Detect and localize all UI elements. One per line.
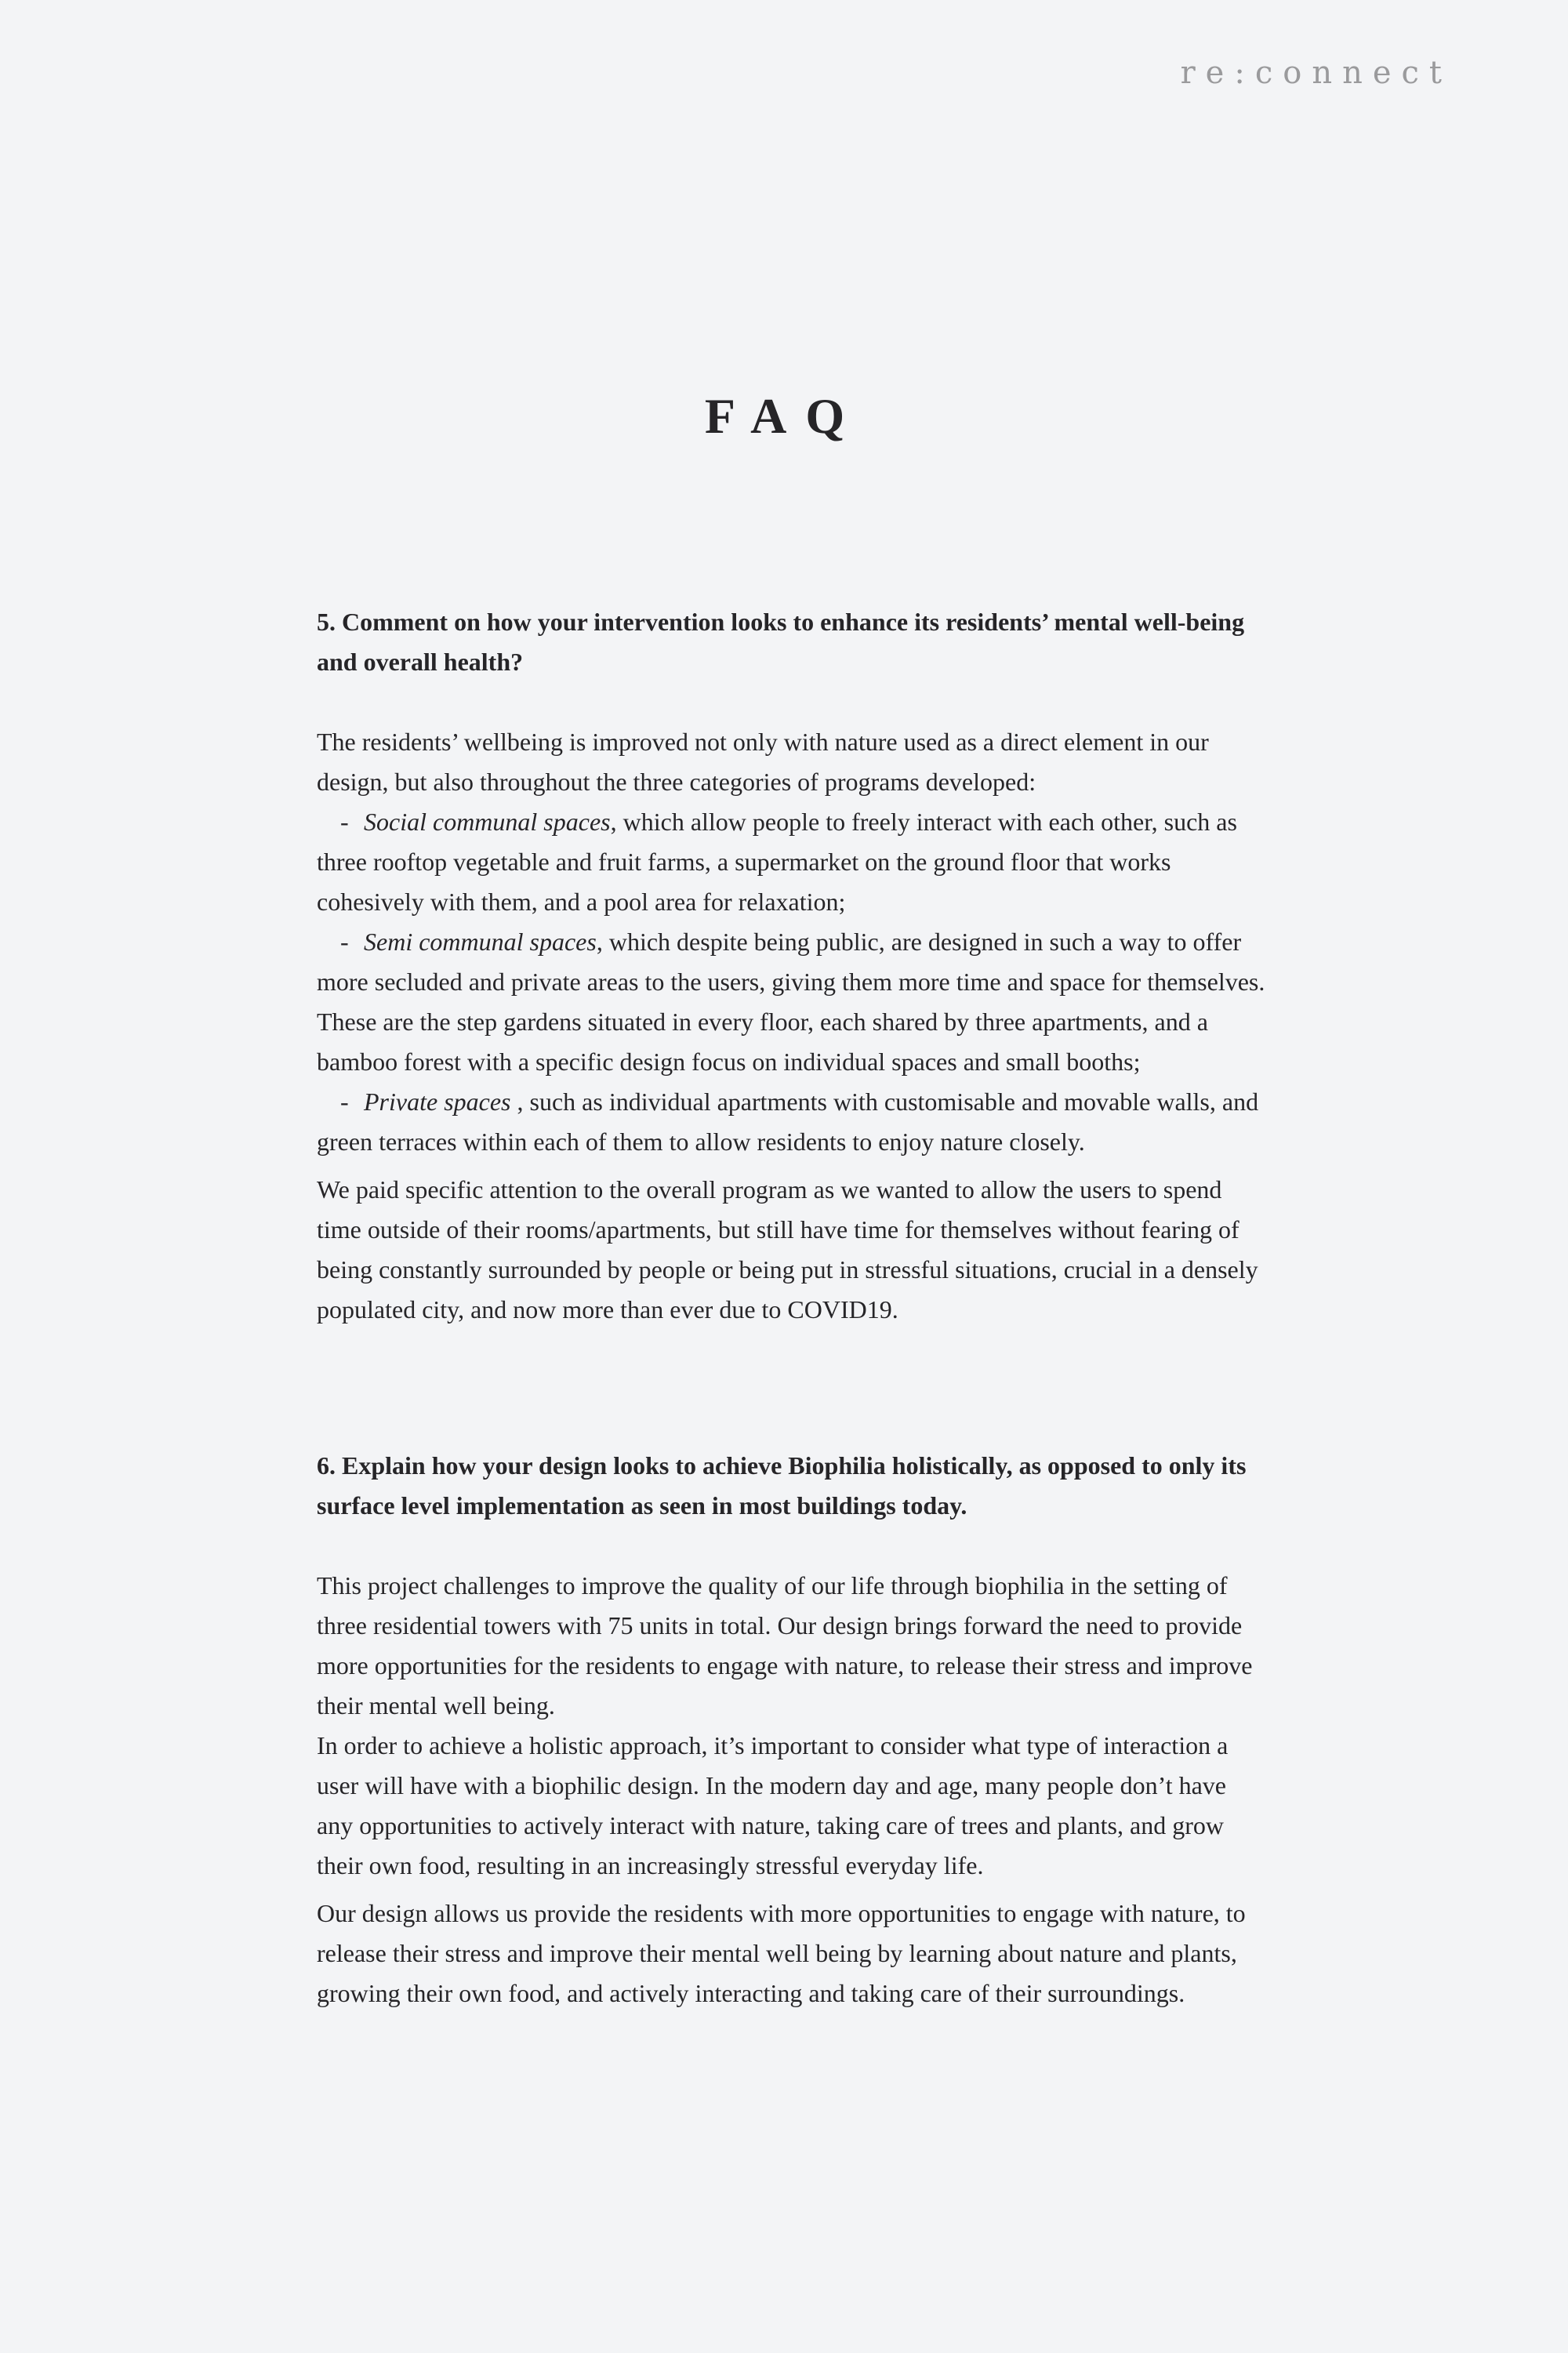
faq-question: 5. Comment on how your intervention looks to enhance its residents’ mental well-being and overall health?: [317, 608, 1245, 676]
faq-answer-intro: The residents’ wellbeing is improved not only with nature used as a direct element in our design, but also throughout the three categories of programs developed:: [317, 728, 1209, 796]
list-item-text: , which allow people to freely interact with each other, such as three rooftop vegetable and fruit farms, a supermarket on the ground floor that works cohesively with them, and a pool area for relaxation;: [317, 808, 1237, 916]
list-item-text: , which despite being public, are designed in such a way to offer more secluded and private areas to the users, giving them more time and space for themselves. These are the step gardens situated in every floor, each shared by three apartments, and a bamboo forest with a specific design focus on individual spaces and small booths;: [317, 928, 1265, 1076]
list-item-text: , such as individual apartments with customisable and movable walls, and green terraces within each of them to allow residents to enjoy nature closely.: [317, 1088, 1259, 1156]
faq-item-6: [317, 1446, 1265, 2013]
list-dash: -: [340, 808, 349, 836]
list-item-term: Social communal spaces: [364, 808, 611, 836]
list-item-semi-communal-spaces: [317, 922, 1265, 1082]
list-dash: -: [340, 1088, 349, 1116]
list-item-private-spaces: [317, 1082, 1265, 1162]
faq-item-5: [317, 602, 1265, 1330]
brand-logo: re:connect: [1180, 55, 1452, 91]
page-title: FAQ: [704, 388, 864, 444]
list-dash: -: [340, 928, 349, 956]
faq-answer-closing: We paid specific attention to the overall program as we wanted to allow the users to spend time outside of their rooms/apartments, but still have time for themselves without fearing of being constantly surrounded by people or being put in stressful situations, crucial in a densely populated city, and now more than ever due to COVID19.: [317, 1175, 1258, 1324]
faq-answer-paragraph: In order to achieve a holistic approach, it’s important to consider what type of interaction a user will have with a biophilic design. In the modern day and age, many people don’t have any opportunities to actively interact with nature, taking care of trees and plants, and grow their own food, resulting in an increasingly stressful everyday life.: [317, 1731, 1229, 1879]
faq-answer-paragraph: Our design allows us provide the residents with more opportunities to engage with nature, to release their stress and improve their mental well being by learning about nature and plants, growing their own food, and actively interacting and taking care of their surroundings.: [317, 1899, 1246, 2007]
list-item-term: Semi communal spaces: [364, 928, 597, 956]
list-item-social-communal-spaces: [317, 802, 1265, 922]
faq-answer-paragraph: This project challenges to improve the quality of our life through biophilia in the setting of three residential towers with 75 units in total. Our design brings forward the need to provide more opportunities for the residents to engage with nature, to release their stress and improve their mental well being.: [317, 1571, 1253, 1719]
faq-question: 6. Explain how your design looks to achieve Biophilia holistically, as opposed to only its surface level implementation as seen in most buildings today.: [317, 1451, 1247, 1520]
list-item-term: Private spaces: [364, 1088, 511, 1116]
